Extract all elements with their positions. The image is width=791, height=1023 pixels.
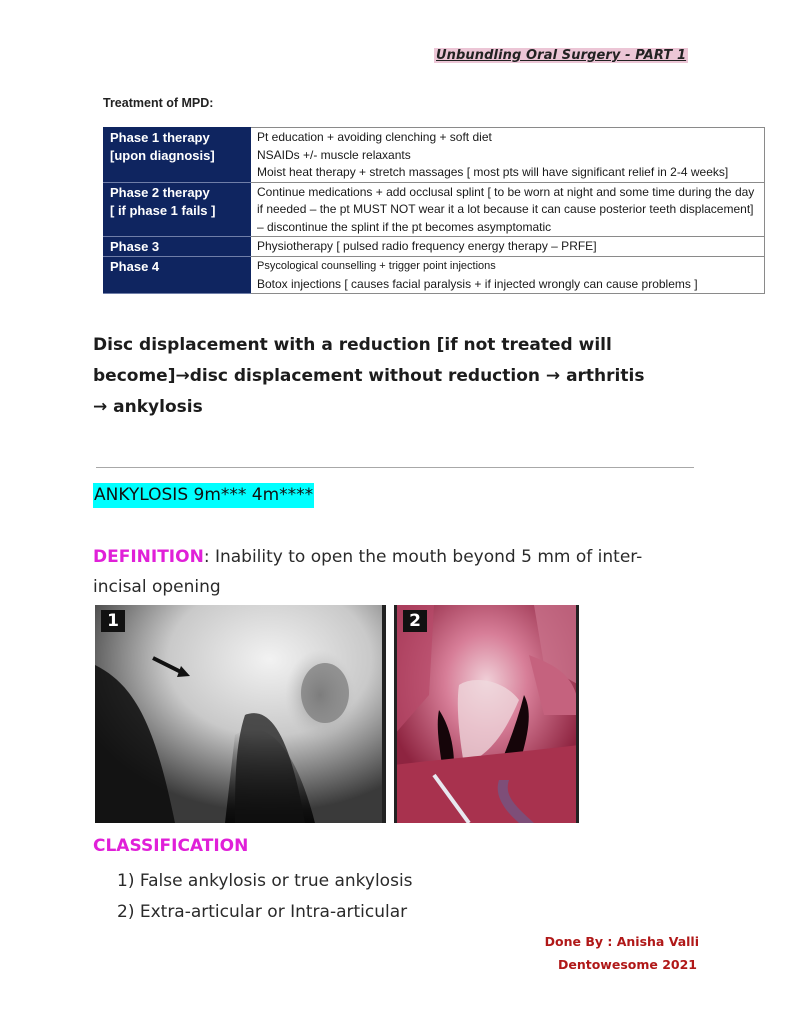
description-cell bbox=[251, 237, 765, 257]
figure-number-label: 2 bbox=[403, 610, 427, 632]
radiograph-illustration bbox=[95, 605, 386, 823]
description-cell bbox=[251, 182, 765, 237]
definition-label: DEFINITION bbox=[93, 547, 204, 567]
surgical-photo-image bbox=[394, 605, 579, 823]
description-line: Botox injections [ causes facial paralysis + if injected wrongly can cause problems ] bbox=[257, 276, 698, 291]
phase-sublabel: [ if phase 1 fails ] bbox=[110, 202, 216, 218]
surgical-photo-illustration bbox=[394, 605, 579, 823]
description-cell bbox=[251, 257, 765, 294]
table-row bbox=[104, 257, 765, 294]
treatment-table bbox=[103, 127, 765, 294]
definition-paragraph bbox=[93, 542, 653, 602]
treatment-table-heading: Treatment of MPD: bbox=[103, 96, 214, 110]
table-row bbox=[104, 182, 765, 237]
ankylosis-heading: ANKYLOSIS 9m*** 4m**** bbox=[93, 483, 314, 508]
footer-author: Done By : Anisha Valli bbox=[544, 934, 699, 949]
classification-list bbox=[117, 866, 413, 928]
phase-label: Phase 2 therapy bbox=[110, 184, 210, 200]
list-item: 1) False ankylosis or true ankylosis bbox=[117, 871, 413, 891]
disc-displacement-flow-text: Disc displacement with a reduction [if not treated will become]→disc displacement without reduction → arthritis → ankylosis bbox=[93, 335, 645, 417]
figure-number-label: 1 bbox=[101, 610, 125, 632]
description-line: Continue medications + add occlusal splint [ to be worn at night and some time during the day if needed – the pt MUST NOT wear it a lot because it can cause posterior teeth displacement] – discontinue the splint if the pt becomes asymptomatic bbox=[257, 184, 755, 234]
description-line: NSAIDs +/- muscle relaxants bbox=[257, 147, 411, 162]
footer-brand: Dentowesome 2021 bbox=[557, 957, 697, 972]
description-line: Physiotherapy [ pulsed radio frequency energy therapy – PRFE] bbox=[257, 239, 597, 253]
phase-cell bbox=[104, 237, 251, 257]
section-divider bbox=[96, 467, 694, 468]
description-cell bbox=[251, 128, 765, 183]
phase-label: Phase 3 bbox=[110, 239, 160, 254]
description-line: Psycological counselling + trigger point injections bbox=[257, 260, 496, 272]
description-line: Pt education + avoiding clenching + soft diet bbox=[257, 130, 492, 144]
definition-text: : Inability to open the mouth beyond 5 mm of inter-incisal opening bbox=[93, 547, 643, 597]
table-row bbox=[104, 128, 765, 183]
table-row bbox=[104, 237, 765, 257]
phase-label: Phase 4 bbox=[110, 259, 160, 274]
list-item: 2) Extra-articular or Intra-articular bbox=[117, 902, 408, 922]
phase-cell bbox=[104, 182, 251, 237]
phase-cell bbox=[104, 128, 251, 183]
description-line: Moist heat therapy + stretch massages [ most pts will have significant relief in 2-4 weeks] bbox=[257, 165, 729, 179]
document-header-title: Unbundling Oral Surgery - PART 1 bbox=[436, 48, 687, 63]
phase-label: Phase 1 therapy bbox=[110, 130, 210, 145]
radiograph-image bbox=[95, 605, 386, 823]
phase-sublabel: [upon diagnosis] bbox=[110, 148, 215, 163]
phase-cell bbox=[104, 257, 251, 294]
classification-heading: CLASSIFICATION bbox=[93, 836, 249, 856]
